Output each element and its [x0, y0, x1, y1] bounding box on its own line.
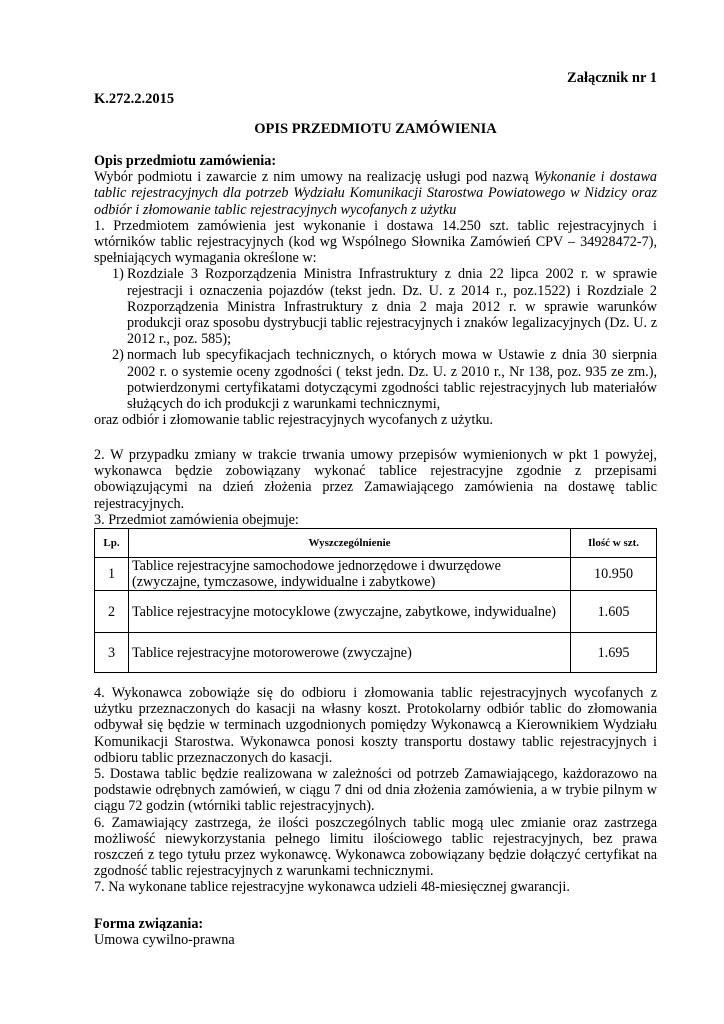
point-2: 2. W przypadku zmiany w trakcie trwania umowy przepisów wymienionych w pkt 1 powyżej, wykonawca będzie zobowiązany wykonać tablice rejestracyjne zgodnie z przepisami obowiązującymi na dzień złożenia przez Zamawiającego zamówienia na dostawę tablic rejestracyjnych. — [94, 447, 657, 512]
items-table — [94, 528, 657, 673]
table-header-row — [95, 529, 657, 558]
attachment-label: Załącznik nr 1 — [567, 70, 657, 86]
row-qty: 1.605 — [571, 591, 657, 633]
table-row — [95, 591, 657, 633]
row-lp: 2 — [95, 591, 129, 633]
point-3: 3. Przedmiot zamówienia obejmuje: — [94, 511, 299, 528]
point-4: 4. Wykonawca zobowiąże się do odbioru i złomowania tablic rejestracyjnych wycofanych z użytku przeznaczonych do kasacji na własny koszt. Protokolarny odbiór tablic do złomowania odbywał się będzie w terminach uzgodnionych pomiędzy Wykonawcą a Kierownikiem Wydziału Komunikacji Starostwa. Wykonawca ponosi koszty transportu dostawy tablic rejestracyjnych i odbioru tablic przeznaczonych do kasacji. — [94, 685, 657, 766]
reference-number: K.272.2.2015 — [94, 91, 175, 107]
point-6: 6. Zamawiający zastrzega, że ilości poszczególnych tablic mogą ulec zmianie oraz zastrzega możliwość niewykorzystania pełnego limitu ilościowego tablic rejestracyjnych, bez prawa roszczeń z tego tytułu przez wykonawcę. Wykonawca zobowiązany będzie dołączyć certyfikat na zgodność tablic rejestracyjnych z warunkami technicznymi. — [94, 814, 657, 880]
intro-heading: Opis przedmiotu zamówienia: — [94, 153, 277, 169]
header-lp: Lp. — [95, 529, 129, 558]
point-7: 7. Na wykonane tablice rejestracyjne wykonawca udzieli 48-miesięcznej gwarancji. — [94, 879, 570, 896]
point-5: 5. Dostawa tablic będzie realizowana w zależności od potrzeb Zamawiającego, każdorazowo na podstawie odrębnych zamówień, w ciągu 7 dni od dnia złożenia zamówienia, a w trybie pilnym w ciągu 72 godzin (wtórniki tablic rejestracyjnych). — [94, 766, 657, 815]
points-4-7-section — [94, 685, 657, 896]
row-lp: 1 — [95, 558, 129, 591]
list-item-text: Rozdziale 3 Rozporządzenia Ministra Infrastruktury z dnia 22 lipca 2002 r. w sprawie rejestracji i oznaczenia pojazdów (tekst jedn. Dz. U. z 2014 r., poz.1522) i Rozdziale 2 Rozporządzenia Ministra Infrastruktury z dnia 2 maja 2012 r. w sprawie warunków produkcji oraz sposobu dystrybucji tablic rejestracyjnych i znaków legalizacyjnych (Dz. U. z 2012 r., poz. 585); — [127, 266, 657, 348]
point-1-closing: oraz odbiór i złomowanie tablic rejestracyjnych wycofanych z użytku. — [94, 412, 494, 429]
point-2-section — [94, 447, 657, 528]
list-item-number: 1) — [112, 266, 124, 283]
document-title: OPIS PRZEDMIOTU ZAMÓWIENIA — [254, 121, 497, 137]
table-row — [95, 633, 657, 673]
intro-text-italic: Wykonanie i dostawa tablic rejestracyjnych dla potrzeb Wydziału Komunikacji Starostwa Powiatowego w Nidzicy oraz odbiór i złomowanie tablic rejestracyjnych wycofanych z użytku — [94, 169, 658, 218]
table-row — [95, 558, 657, 591]
row-desc: Tablice rejestracyjne samochodowe jednorzędowe i dwurzędowe (zwyczajne, tymczasowe, indywidualne i zabytkowe) — [128, 558, 570, 591]
form-value: Umowa cywilno-prawna — [94, 932, 235, 949]
intro-section — [94, 153, 657, 428]
row-desc: Tablice rejestracyjne motocyklowe (zwyczajne, zabytkowe, indywidualne) — [128, 591, 570, 633]
list-item — [94, 347, 657, 412]
point-1: 1. Przedmiotem zamówienia jest wykonanie i dostawa 14.250 szt. tablic rejestracyjnych i wtórników tablic rejestracyjnych (kod wg Wspólnego Słownika Zamówień CPV – 34928472-7), spełniających wymagania określone w: — [94, 217, 657, 267]
row-qty: 1.695 — [571, 633, 657, 673]
row-lp: 3 — [95, 633, 129, 673]
row-qty: 10.950 — [571, 558, 657, 591]
intro-text — [94, 169, 657, 218]
list-item-text: normach lub specyfikacjach technicznych, o których mowa w Ustawie z dnia 30 sierpnia 2002 r. o systemie oceny zgodności ( tekst jedn. Dz. U. z 2010 r., Nr 138, poz. 935 ze zm.), potwierdzonymi certyfikatami dotyczącymi zgodności tablic rejestracyjnych lub materiałów służących do ich produkcji z warunkami technicznymi, — [127, 347, 657, 413]
row-desc: Tablice rejestracyjne motorowerowe (zwyczajne) — [128, 633, 570, 673]
header-qty: Ilość w szt. — [571, 529, 657, 558]
form-heading: Forma związania: — [94, 916, 204, 932]
list-item — [94, 266, 657, 347]
header-desc: Wyszczególnienie — [128, 529, 570, 558]
list-item-number: 2) — [112, 347, 124, 364]
form-section — [94, 916, 657, 948]
intro-text-plain: Wybór podmiotu i zawarcie z nim umowy na realizację usługi pod nazwą — [94, 169, 534, 186]
